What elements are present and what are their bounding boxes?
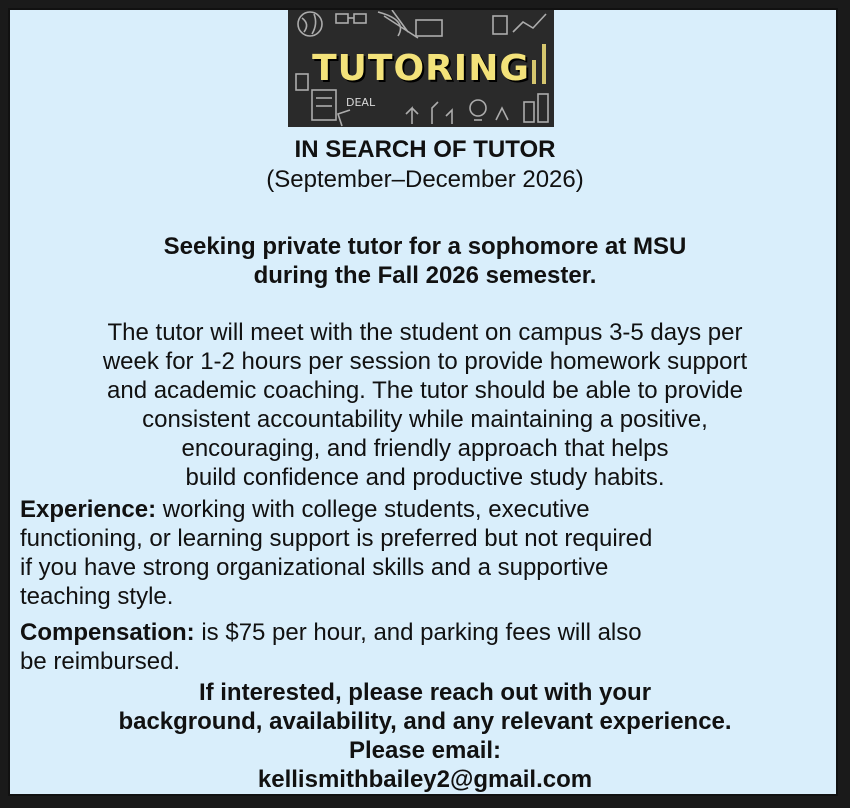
ad-title: IN SEARCH OF TUTOR [294, 136, 556, 163]
contact-line: If interested, please reach out with your [198, 679, 652, 706]
description-line: encouraging, and friendly approach that helps [181, 435, 669, 462]
classified-ad [8, 8, 838, 796]
experience-label: Experience: [20, 496, 157, 523]
experience-text: teaching style. [20, 583, 174, 610]
contact-line: Please email: [348, 737, 502, 764]
seeking-statement [10, 232, 840, 290]
experience-section [20, 495, 820, 611]
experience-text: if you have strong organizational skills and a supportive [20, 554, 609, 581]
tutoring-banner [288, 10, 554, 127]
compensation-label: Compensation: [20, 619, 195, 646]
contact-email: kellismithbailey2@gmail.com [257, 766, 593, 793]
compensation-text: is $75 per hour, and parking fees will also [194, 619, 642, 646]
seeking-line: Seeking private tutor for a sophomore at MSU [163, 233, 687, 260]
description-line: The tutor will meet with the student on campus 3-5 days per [107, 319, 743, 346]
job-description [10, 318, 840, 492]
contact-line: background, availability, and any relevant experience. [118, 708, 732, 735]
banner-title: TUTORING [312, 48, 530, 89]
ad-dates: (September–December 2026) [266, 166, 584, 193]
compensation-section [20, 618, 820, 676]
description-line: and academic coaching. The tutor should be able to provide [107, 377, 743, 404]
experience-text: functioning, or learning support is preferred but not required [20, 525, 653, 552]
description-line: week for 1-2 hours per session to provide homework support [102, 348, 748, 375]
contact-section [10, 678, 840, 794]
description-line: consistent accountability while maintaining a positive, [142, 406, 708, 433]
seeking-line: during the Fall 2026 semester. [253, 262, 597, 289]
experience-text: working with college students, executive [156, 496, 590, 523]
compensation-text: be reimbursed. [20, 648, 181, 675]
svg-text:DEAL: DEAL [346, 96, 376, 109]
description-line: build confidence and productive study habits. [185, 464, 665, 491]
